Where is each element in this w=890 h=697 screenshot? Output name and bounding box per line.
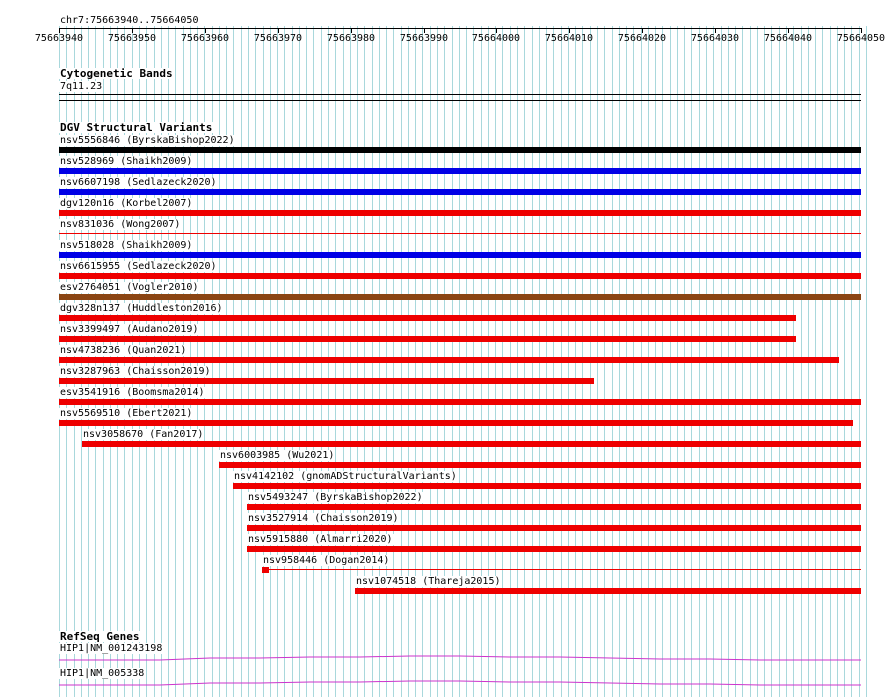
ruler-tick-label: 75663940: [34, 33, 84, 44]
ruler-tick-label: 75664050: [836, 33, 886, 44]
variant-label[interactable]: nsv1074518 (Thareja2015): [356, 576, 501, 587]
gene-intron-line[interactable]: [59, 656, 861, 660]
variant-label[interactable]: nsv528969 (Shaikh2009): [60, 156, 193, 167]
locus-label: chr7:75663940..75664050: [60, 15, 199, 26]
variant-label[interactable]: nsv3058670 (Fan2017): [83, 429, 204, 440]
ruler-tick-label: 75663960: [180, 33, 230, 44]
ruler-tick-label: 75663990: [399, 33, 449, 44]
variant-label[interactable]: nsv3527914 (Chaisson2019): [248, 513, 399, 524]
variant-label[interactable]: nsv5915880 (Almarri2020): [248, 534, 393, 545]
variant-label[interactable]: nsv831036 (Wong2007): [60, 219, 181, 230]
variant-label[interactable]: nsv5569510 (Ebert2021): [60, 408, 193, 419]
cytoband-label: 7q11.23: [60, 81, 103, 92]
variant-label[interactable]: nsv4142102 (gnomADStructuralVariants): [234, 471, 457, 482]
variant-label[interactable]: dgv328n137 (Huddleston2016): [60, 303, 223, 314]
variant-label[interactable]: nsv958446 (Dogan2014): [263, 555, 390, 566]
gene-intron-line[interactable]: [59, 681, 861, 685]
variant-label[interactable]: esv3541916 (Boomsma2014): [60, 387, 205, 398]
variant-label[interactable]: esv2764051 (Vogler2010): [60, 282, 199, 293]
variant-label[interactable]: nsv6003985 (Wu2021): [220, 450, 335, 461]
ruler-tick-label: 75664020: [617, 33, 667, 44]
variant-label[interactable]: dgv120n16 (Korbel2007): [60, 198, 193, 209]
variant-label[interactable]: nsv3399497 (Audano2019): [60, 324, 199, 335]
variant-label[interactable]: nsv6607198 (Sedlazeck2020): [60, 177, 217, 188]
ruler-tick-label: 75664000: [471, 33, 521, 44]
variant-label[interactable]: nsv518028 (Shaikh2009): [60, 240, 193, 251]
variant-label[interactable]: nsv5556846 (ByrskaBishop2022): [60, 135, 235, 146]
variant-label[interactable]: nsv6615955 (Sedlazeck2020): [60, 261, 217, 272]
dgv-track-title: DGV Structural Variants: [60, 121, 213, 134]
refseq-track-title: RefSeq Genes: [60, 630, 140, 643]
ruler-tick-label: 75664040: [763, 33, 813, 44]
cytoband-track-title: Cytogenetic Bands: [60, 67, 173, 80]
ruler-tick-label: 75663950: [107, 33, 157, 44]
variant-label[interactable]: nsv4738236 (Quan2021): [60, 345, 187, 356]
variant-label[interactable]: nsv3287963 (Chaisson2019): [60, 366, 211, 377]
ruler-tick-label: 75664010: [544, 33, 594, 44]
ruler-tick-label: 75663980: [326, 33, 376, 44]
variant-label[interactable]: nsv5493247 (ByrskaBishop2022): [248, 492, 423, 503]
ruler-tick-label: 75664030: [690, 33, 740, 44]
gene-label[interactable]: HIP1|NM_001243198: [60, 643, 163, 654]
gene-label[interactable]: HIP1|NM_005338: [60, 668, 145, 679]
ruler-tick-label: 75663970: [253, 33, 303, 44]
